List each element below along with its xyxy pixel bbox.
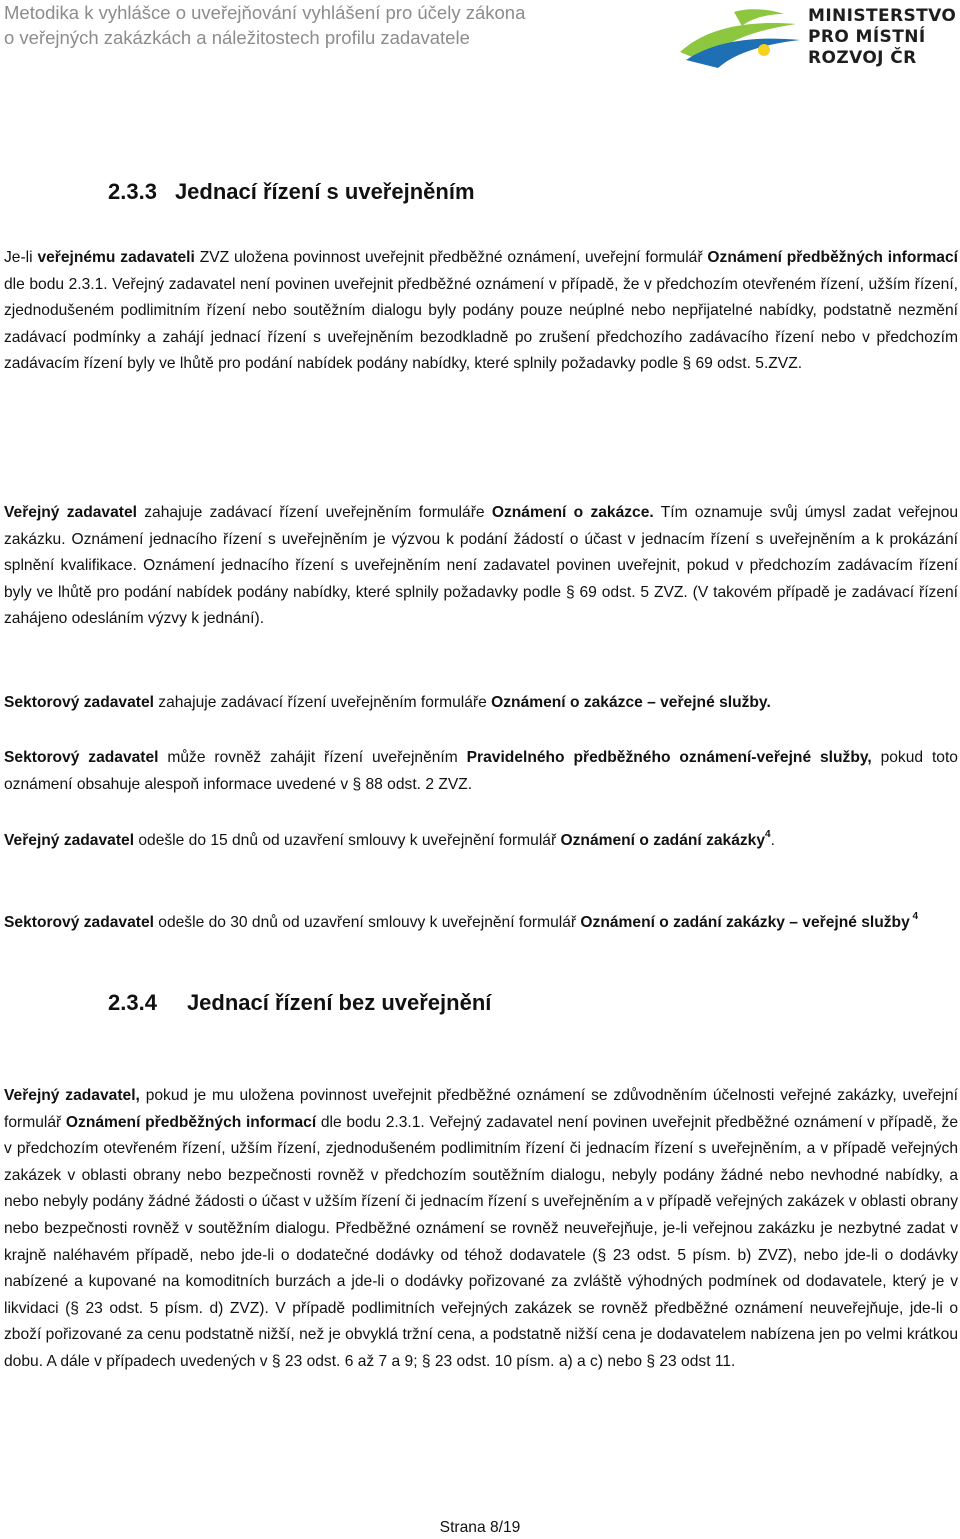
section-title: Jednací řízení bez uveřejnění (186, 990, 492, 1015)
bold-text: Oznámení předběžných informací (707, 249, 958, 266)
header-title-line2: o veřejných zakázkách a náležitostech profilu zadavatele (4, 27, 470, 48)
bold-text: Oznámení o zakázce. (491, 504, 654, 521)
paragraph (4, 690, 958, 717)
section-number: 2.3.4 (108, 990, 157, 1015)
bold-text: Sektorový zadavatel (4, 749, 159, 766)
bold-text: Oznámení o zadání zakázky – veřejné služby (580, 914, 910, 931)
section-title: Jednací řízení s uveřejněním (174, 179, 475, 204)
text-run: dle bodu 2.3.1. Veřejný zadavatel není povinen uveřejnit předběžné oznámení v případě, že v předchozím otevřeném řízení, užším řízení, zjednodušeném podlimitním řízení nebo soutěžním dialogu byly podány pouze neúplné nebo nepřijatelné nabídky, podstatně nezmění zadávací podmínky a zahájí jednací řízení s uveřejněním bezodkladně po zrušení předchozího zadávacího řízení nebo v předchozím zadávacím řízení byly ve lhůtě pro podání nabídek podány nabídky, které splnily požadavky podle § 69 odst. 5.ZVZ. (4, 275, 958, 373)
bold-text: veřejnému zadavateli (37, 249, 195, 266)
bold-text: 4 (765, 828, 771, 840)
ministry-logo-emblem-icon (676, 6, 804, 70)
paragraph (4, 745, 958, 798)
text-run: může rovněž zahájit řízení uveřejněním (158, 749, 467, 766)
paragraph (4, 500, 958, 633)
text-run: . (770, 832, 775, 849)
text-run: ZVZ uložena povinnost uveřejnit předběžné oznámení, uveřejní formulář (194, 249, 708, 266)
text-run: Tím oznamuje svůj úmysl zadat veřejnou zakázku. Oznámení jednacího řízení s uveřejněním je výzvou k podání žádostí o účast v jednacím řízení s uveřejněním a k prokázání splnění kvalifikace. Oznámení jednacího řízení s uveřejněním není zadavatel povinen uveřejnit, pokud v předchozím zadávacím řízení byly ve lhůtě pro podání nabídek podány nabídky, které splnily požadavky podle § 69 odst. 5 ZVZ. (V takovém případě je zadávací řízení zahájeno odesláním výzvy k jednání). (4, 504, 959, 628)
text-run: pokud je mu uložena povinnost uveřejnit předběžné oznámení se zdůvodněním účelnosti veřejné zakázky, uveřejní formulář (4, 1087, 959, 1131)
bold-text: Oznámení o zakázce – veřejné služby. (491, 694, 771, 711)
bold-text: Oznámení o zadání zakázky (560, 832, 766, 849)
paragraph (4, 910, 958, 937)
paragraph (4, 245, 958, 378)
bold-text: Oznámení předběžných informací (65, 1113, 317, 1131)
bold-text: Sektorový zadavatel (4, 694, 154, 711)
text-run: Je-li (4, 249, 38, 266)
section-heading-234 (108, 989, 491, 1017)
logo-line-3: ROZVOJ ČR (808, 48, 917, 68)
bold-text: Veřejný zadavatel, (4, 1087, 140, 1104)
bold-text: Sektorový zadavatel (4, 914, 154, 931)
ministry-logo-text (808, 6, 960, 69)
section-heading-233 (108, 178, 475, 206)
page-number: Strana 8/19 (439, 1519, 521, 1536)
ministry-logo (676, 6, 960, 70)
text-run: odešle do 15 dnů od uzavření smlouvy k uveřejnění formulář (134, 832, 561, 849)
bold-text: Veřejný zadavatel (4, 504, 137, 521)
logo-line-2: PRO MÍSTNÍ (808, 27, 926, 47)
text-run: pokud toto oznámení obsahuje alespoň informace uvedené v § 88 odst. 2 ZVZ. (4, 749, 958, 793)
paragraph (4, 828, 958, 855)
text-run: zahajuje zadávací řízení uveřejněním formuláře (136, 504, 492, 521)
text-run: odešle do 30 dnů od uzavření smlouvy k uveřejnění formulář (153, 914, 581, 931)
text-run: zahajuje zadávací řízení uveřejněním formuláře (153, 694, 492, 711)
bold-text: Veřejný zadavatel (4, 832, 135, 849)
bold-text: 4 (909, 910, 919, 922)
logo-line-1: MINISTERSTVO (808, 6, 957, 26)
text-run: dle bodu 2.3.1. Veřejný zadavatel není povinen uveřejnit předběžné oznámení v případě, že v předchozím otevřeném řízení, užším řízení, zjednodušeném podlimitním řízení či jednacím řízení s uveřejněním, a v případě veřejných zakázek v oblasti obrany nebo bezpečnosti rovněž v předchozím soutěžním dialogu, nebyly podány žádné nebo nevhodné nabídky, a nebo nebyly podány žádné žádosti o účast v užším řízení či jednacím řízení s uveřejněním a v případě veřejných zakázek v oblasti obrany nebo bezpečnosti rovněž v soutěžním dialogu. Předběžné oznámení se rovněž neuveřejňuje, je-li veřejnou zakázku je nezbytné zadat v krajně naléhavém případě, nebo jde-li o dodatečné dodávky od téhož dodavatele (§ 23 odst. 5 písm. b) ZVZ), nebo jde-li o dodávky nabízené a kupované na komoditních burzách a jde-li o dodávky pořizované za zvláště výhodných podmínek od dodavatele, který je v likvidaci (§ 23 odst. 5 písm. d) ZVZ). V případě podlimitních veřejných zakázek se rovněž předběžné oznámení neuveřejňuje, jde-li o zboží pořizované za cenu podstatně nižší, než je obvyklá tržní cena, a podstatně nižší cena je dodavatelem nabízena jen po velmi krátkou dobu. A dále v případech uvedených v § 23 odst. 6 až 7 a 9; § 23 odst. 10 písm. a) a c) nebo § 23 odst 11. (4, 1113, 958, 1370)
paragraph (4, 1083, 958, 1376)
section-number: 2.3.3 (108, 179, 157, 204)
header-title-line1: Metodika k vyhlášce o uveřejňování vyhlášení pro účely zákona (4, 2, 526, 23)
document-header-title (4, 0, 624, 50)
bold-text: Pravidelného předběžného oznámení-veřejné služby, (466, 749, 872, 766)
